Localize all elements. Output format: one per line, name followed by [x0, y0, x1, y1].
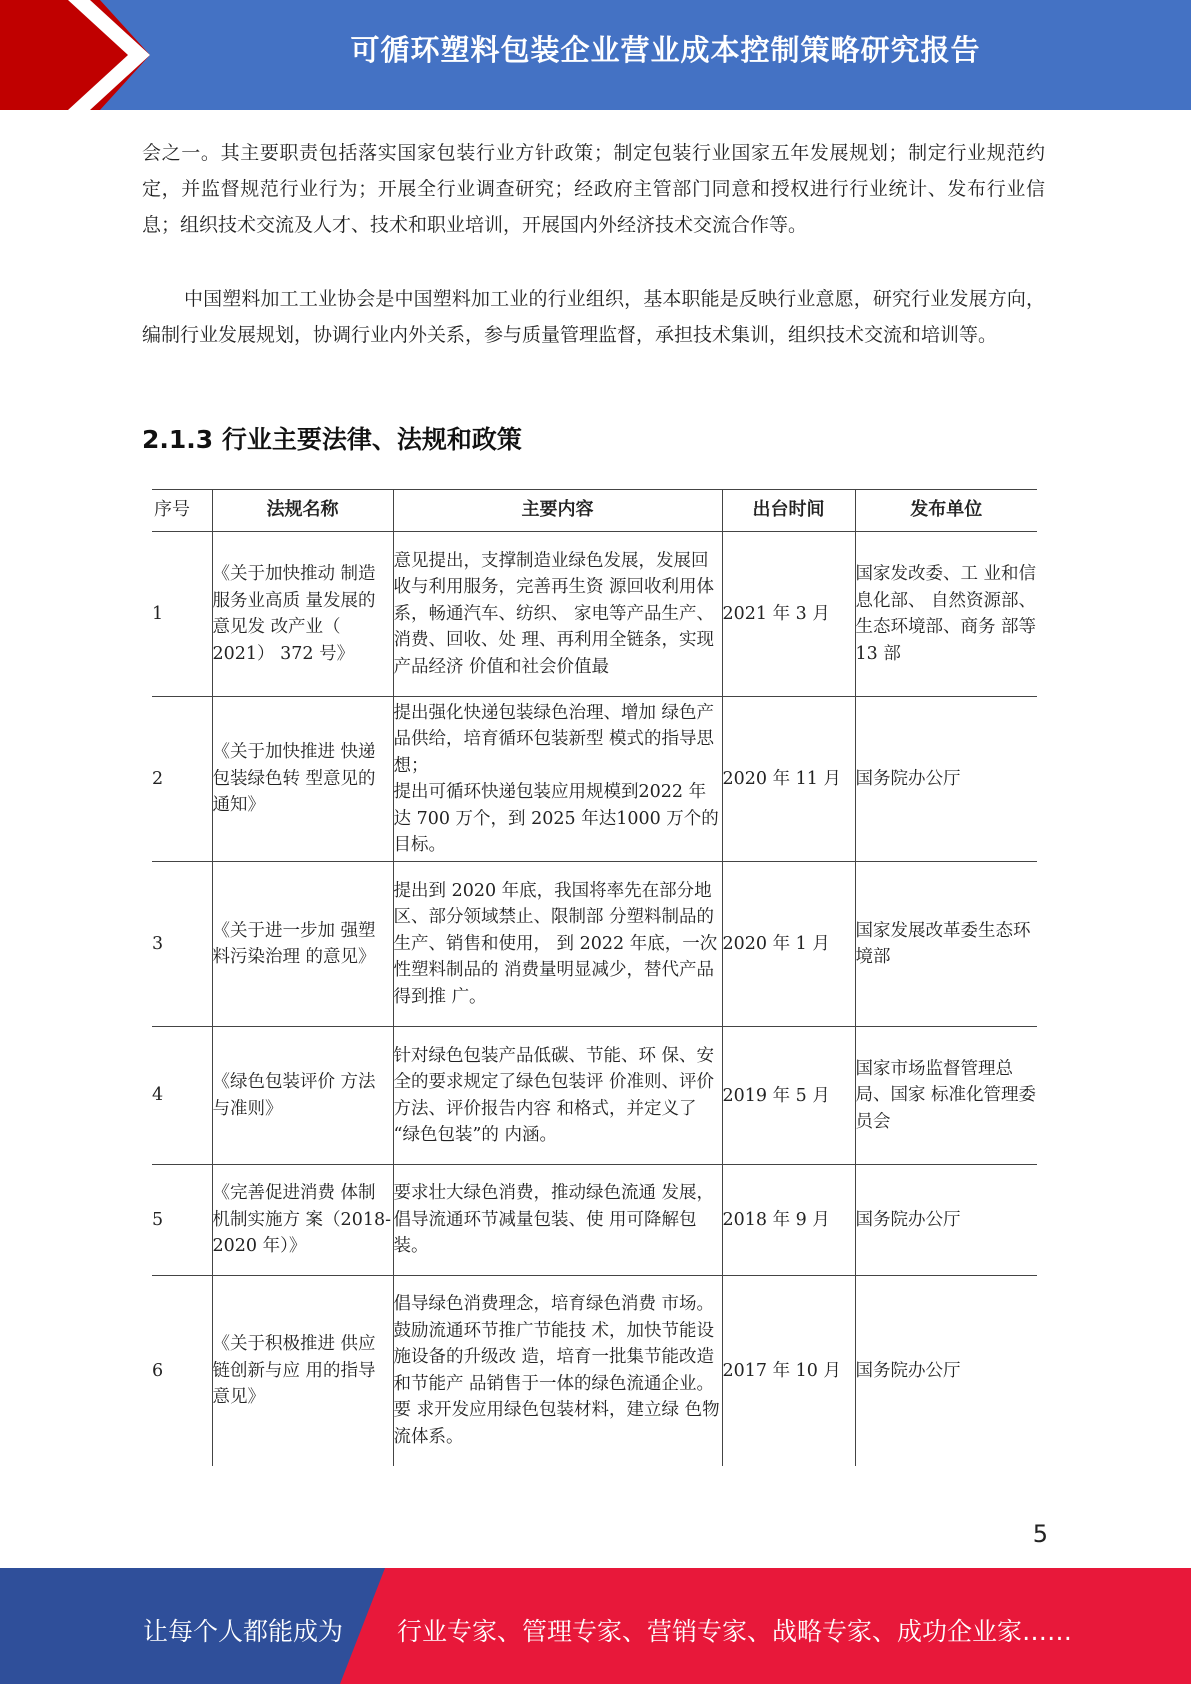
header-cell-content: 主要内容 — [393, 490, 722, 532]
cell-name: 《关于积极推进 供应链创新与应 用的指导意见》 — [212, 1276, 393, 1466]
cell-date: 2020 年 11 月 — [722, 697, 855, 862]
header-cell-date: 出台时间 — [722, 490, 855, 532]
table-row — [152, 1027, 1037, 1165]
cell-date: 2018 年 9 月 — [722, 1165, 855, 1276]
cell-date: 2021 年 3 月 — [722, 532, 855, 697]
header-cell-name: 法规名称 — [212, 490, 393, 532]
table-row — [152, 697, 1037, 862]
cell-content: 倡导绿色消费理念，培育绿色消费 市场。鼓励流通环节推广节能技 术，加快节能设施设备的升级改 造，培育一批集节能改造和节能产 品销售于一体的绿色流通企业。要 求开发应用绿色包装材料，建立绿 色物流体系。 — [393, 1276, 722, 1466]
cell-content: 意见提出，支撑制造业绿色发展，发展回收与利用服务，完善再生资 源回收利用体系，畅通汽车、纺织、 家电等产品生产、消费、回收、处 理、再利用全链条，实现产品经济 价值和社会价值最 — [393, 532, 722, 697]
cell-issuer: 国务院办公厅 — [855, 768, 961, 789]
table-header-row — [152, 490, 1037, 532]
table-row — [152, 1165, 1037, 1276]
cell-name: 《完善促进消费 体制机制实施方 案（2018-2020 年）》 — [212, 1165, 393, 1276]
page-footer — [0, 1568, 1191, 1684]
cell-issuer: 国家市场监督管理总局、国家 标准化管理委 员会 — [855, 1058, 1037, 1132]
table-row — [152, 532, 1037, 697]
cell-content: 提出强化快递包装绿色治理、增加 绿色产品供给，培育循环包装新型 模式的指导思想； 提出可循环快递包装应用规模到2022 年达 700 万个，到 2025 年达1000 万个的目标。 — [393, 697, 722, 862]
header-cell-issuer: 发布单位 — [910, 499, 983, 521]
cell-no: 2 — [152, 697, 212, 862]
table-row — [152, 1276, 1037, 1466]
cell-date: 2017 年 10 月 — [722, 1276, 855, 1466]
footer-slogan-right: 行业专家、管理专家、营销专家、战略专家、成功企业家…… — [397, 1617, 1073, 1646]
page-header — [0, 0, 1191, 110]
cell-date: 2019 年 5 月 — [722, 1027, 855, 1165]
report-title: 可循环塑料包装企业营业成本控制策略研究报告 — [350, 33, 981, 67]
cell-content: 提出到 2020 年底，我国将率先在部分地区、部分领域禁止、限制部 分塑料制品的生产、销售和使用， 到 2022 年底，一次性塑料制品的 消费量明显减少，替代产品得到推 广。 — [393, 862, 722, 1027]
cell-no: 4 — [152, 1027, 212, 1165]
cell-date: 2020 年 1 月 — [722, 862, 855, 1027]
cell-name: 《绿色包装评价 方法与准则》 — [212, 1027, 393, 1165]
cell-issuer: 国务院办公厅 — [855, 1209, 961, 1230]
body-paragraph-1: 会之一。其主要职责包括落实国家包装行业方针政策；制定包装行业国家五年发展规划；制定行业规范约定，并监督规范行业行为；开展全行业调查研究；经政府主管部门同意和授权进行行业统计、发布行业信息；组织技术交流及人才、技术和职业培训，开展国内外经济技术交流合作等。 — [142, 142, 1045, 236]
laws-policies-table — [152, 489, 1037, 1466]
cell-name: 《关于进一步加 强塑料污染治理 的意见》 — [212, 862, 393, 1027]
header-cell-no: 序号 — [152, 490, 212, 532]
cell-name: 《关于加快推动 制造服务业高质 量发展的意见发 改产业（ 2021） 372 号》 — [212, 532, 393, 697]
footer-slogan-left: 让每个人都能成为 — [143, 1617, 344, 1646]
body-paragraph-2: 中国塑料加工工业协会是中国塑料加工业的行业组织，基本职能是反映行业意愿，研究行业发展方向，编制行业发展规划，协调行业内外关系，参与质量管理监督，承担技术集训，组织技术交流和培训等。 — [142, 288, 1045, 346]
page-number: 5 — [1032, 1520, 1048, 1548]
table-row — [152, 862, 1037, 1027]
cell-no: 3 — [152, 862, 212, 1027]
cell-issuer: 国家发展改革委生态环境部 — [855, 920, 1031, 967]
cell-name: 《关于加快推进 快递包装绿色转 型意见的通知》 — [212, 697, 393, 862]
cell-no: 6 — [152, 1276, 212, 1466]
cell-content: 针对绿色包装产品低碳、节能、环 保、安全的要求规定了绿色包装评 价准则、评价方法、评价报告内容 和格式，并定义了 “绿色包装”的 内涵。 — [393, 1027, 722, 1165]
cell-issuer: 国家发改委、工 业和信息化部、 自然资源部、生态环境部、商务 部等 13 部 — [855, 564, 1037, 664]
cell-content: 要求壮大绿色消费，推动绿色流通 发展，倡导流通环节减量包装、使 用可降解包装。 — [393, 1165, 722, 1276]
cell-no: 5 — [152, 1165, 212, 1276]
cell-no: 1 — [152, 532, 212, 697]
section-heading: 2.1.3 行业主要法律、法规和政策 — [142, 425, 522, 454]
cell-issuer: 国务院办公厅 — [855, 1360, 961, 1381]
header-red-arrow — [0, 0, 150, 110]
